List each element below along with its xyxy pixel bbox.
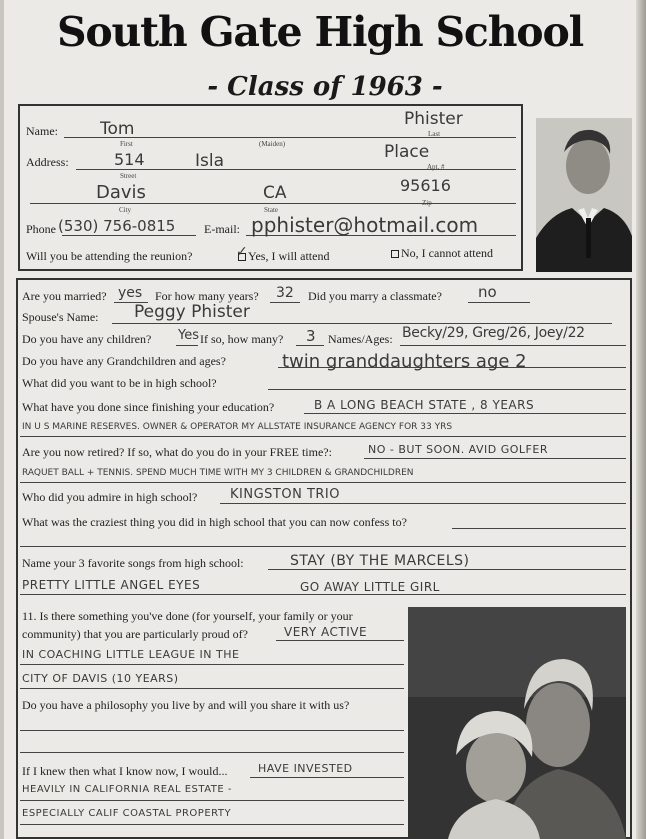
first-sublabel: First bbox=[120, 140, 133, 148]
last-name-value: Phister bbox=[404, 109, 463, 129]
names-answer: Becky/29, Greg/26, Joey/22 bbox=[402, 325, 585, 341]
children-question: Do you have any children? bbox=[22, 332, 152, 346]
spouse-question: Spouse's Name: bbox=[22, 310, 99, 324]
name-label: Name: bbox=[26, 124, 58, 138]
howmany-question: If so, how many? bbox=[200, 332, 284, 346]
names-question: Names/Ages: bbox=[328, 332, 393, 346]
admire-answer: KINGSTON TRIO bbox=[230, 487, 340, 502]
attend-yes-checkmark-icon: ✓ bbox=[236, 244, 248, 260]
maiden-sublabel: (Maiden) bbox=[259, 140, 286, 148]
couple-photo bbox=[408, 607, 626, 839]
email-label: E-mail: bbox=[204, 222, 240, 236]
grandchildren-answer: twin granddaughters age 2 bbox=[282, 351, 527, 372]
apt-sublabel: Apt. # bbox=[427, 163, 445, 171]
proud-answer-3: CITY OF DAVIS (10 YEARS) bbox=[22, 672, 179, 685]
phone-value: (530) 756-0815 bbox=[58, 217, 176, 235]
state-sublabel: State bbox=[264, 206, 278, 214]
admire-question: Who did you admire in high school? bbox=[22, 490, 198, 504]
married-question: Are you married? bbox=[22, 289, 107, 303]
proud-question-1: 11. Is there something you've done (for yourself, your family or your bbox=[22, 609, 353, 623]
zip-sublabel: Zip bbox=[422, 199, 432, 207]
craziest-question: What was the craziest thing you did in high school that you can now confess to? bbox=[22, 515, 407, 529]
attend-no-checkbox[interactable] bbox=[391, 250, 399, 258]
knew-question: If I knew then what I know now, I would... bbox=[22, 764, 228, 778]
email-value: pphister@hotmail.com bbox=[251, 213, 479, 237]
done-question: What have you done since finishing your education? bbox=[22, 400, 275, 414]
phone-label: Phone bbox=[26, 222, 56, 236]
knew-answer-2: HEAVILY IN CALIFORNIA REAL ESTATE - bbox=[22, 784, 232, 795]
songs-question: Name your 3 favorite songs from high school: bbox=[22, 556, 244, 570]
songs-answer-2: PRETTY LITTLE ANGEL EYES bbox=[22, 578, 201, 592]
knew-answer-1: HAVE INVESTED bbox=[258, 762, 353, 775]
years-answer: 32 bbox=[276, 285, 294, 301]
attend-no-option[interactable]: No, I cannot attend bbox=[391, 246, 493, 261]
attend-question: Will you be attending the reunion? bbox=[26, 249, 193, 263]
street-type-value: Place bbox=[384, 142, 430, 162]
howmany-answer: 3 bbox=[306, 327, 316, 345]
married-answer: yes bbox=[118, 285, 143, 301]
retired-question: Are you now retired? If so, what do you do in your FREE time?: bbox=[22, 445, 332, 459]
city-value: Davis bbox=[96, 182, 146, 203]
want-question: What did you want to be in high school? bbox=[22, 376, 217, 390]
zip-value: 95616 bbox=[400, 176, 451, 195]
street-number-value: 514 bbox=[114, 150, 145, 169]
proud-answer-1: VERY ACTIVE bbox=[284, 625, 368, 639]
songs-answer-3: GO AWAY LITTLE GIRL bbox=[300, 580, 440, 594]
attend-yes-option[interactable]: Yes, I will attend bbox=[238, 249, 329, 264]
songs-answer-1: STAY (BY THE MARCELS) bbox=[290, 553, 470, 569]
first-name-value: Tom bbox=[100, 119, 135, 139]
address-label: Address: bbox=[26, 155, 69, 169]
city-sublabel: City bbox=[119, 206, 132, 214]
proud-answer-2: IN COACHING LITTLE LEAGUE IN THE bbox=[22, 648, 240, 661]
spouse-answer: Peggy Phister bbox=[134, 302, 250, 322]
knew-answer-3: ESPECIALLY CALIF COASTAL PROPERTY bbox=[22, 808, 232, 819]
last-sublabel: Last bbox=[428, 130, 441, 138]
street-name-value: Isla bbox=[195, 151, 225, 171]
graduate-portrait bbox=[536, 118, 632, 272]
philosophy-question: Do you have a philosophy you live by and will you share it with us? bbox=[22, 698, 350, 712]
page-title: South Gate High School bbox=[57, 8, 583, 56]
retired-answer-1: NO - BUT SOON. AVID GOLFER bbox=[368, 443, 548, 456]
done-answer-2: IN U S MARINE RESERVES. OWNER & OPERATOR MY ALLSTATE INSURANCE AGENCY FOR 33 YRS bbox=[22, 422, 453, 432]
grandchildren-question: Do you have any Grandchildren and ages? bbox=[22, 354, 226, 368]
done-answer-1: B A LONG BEACH STATE , 8 YEARS bbox=[314, 398, 535, 412]
classmate-answer: no bbox=[478, 283, 497, 301]
proud-question-2: community) that you are particularly proud of? bbox=[22, 627, 248, 641]
classmate-question: Did you marry a classmate? bbox=[308, 289, 442, 303]
state-value: CA bbox=[263, 183, 287, 203]
retired-answer-2: RAQUET BALL + TENNIS. SPEND MUCH TIME WITH MY 3 CHILDREN & GRANDCHILDREN bbox=[22, 468, 414, 478]
street-sublabel: Street bbox=[120, 172, 137, 180]
class-year-title: - Class of 1963 - bbox=[207, 72, 443, 102]
book-spine bbox=[636, 0, 646, 839]
children-answer: Yes bbox=[178, 328, 199, 343]
years-question: For how many years? bbox=[155, 289, 259, 303]
